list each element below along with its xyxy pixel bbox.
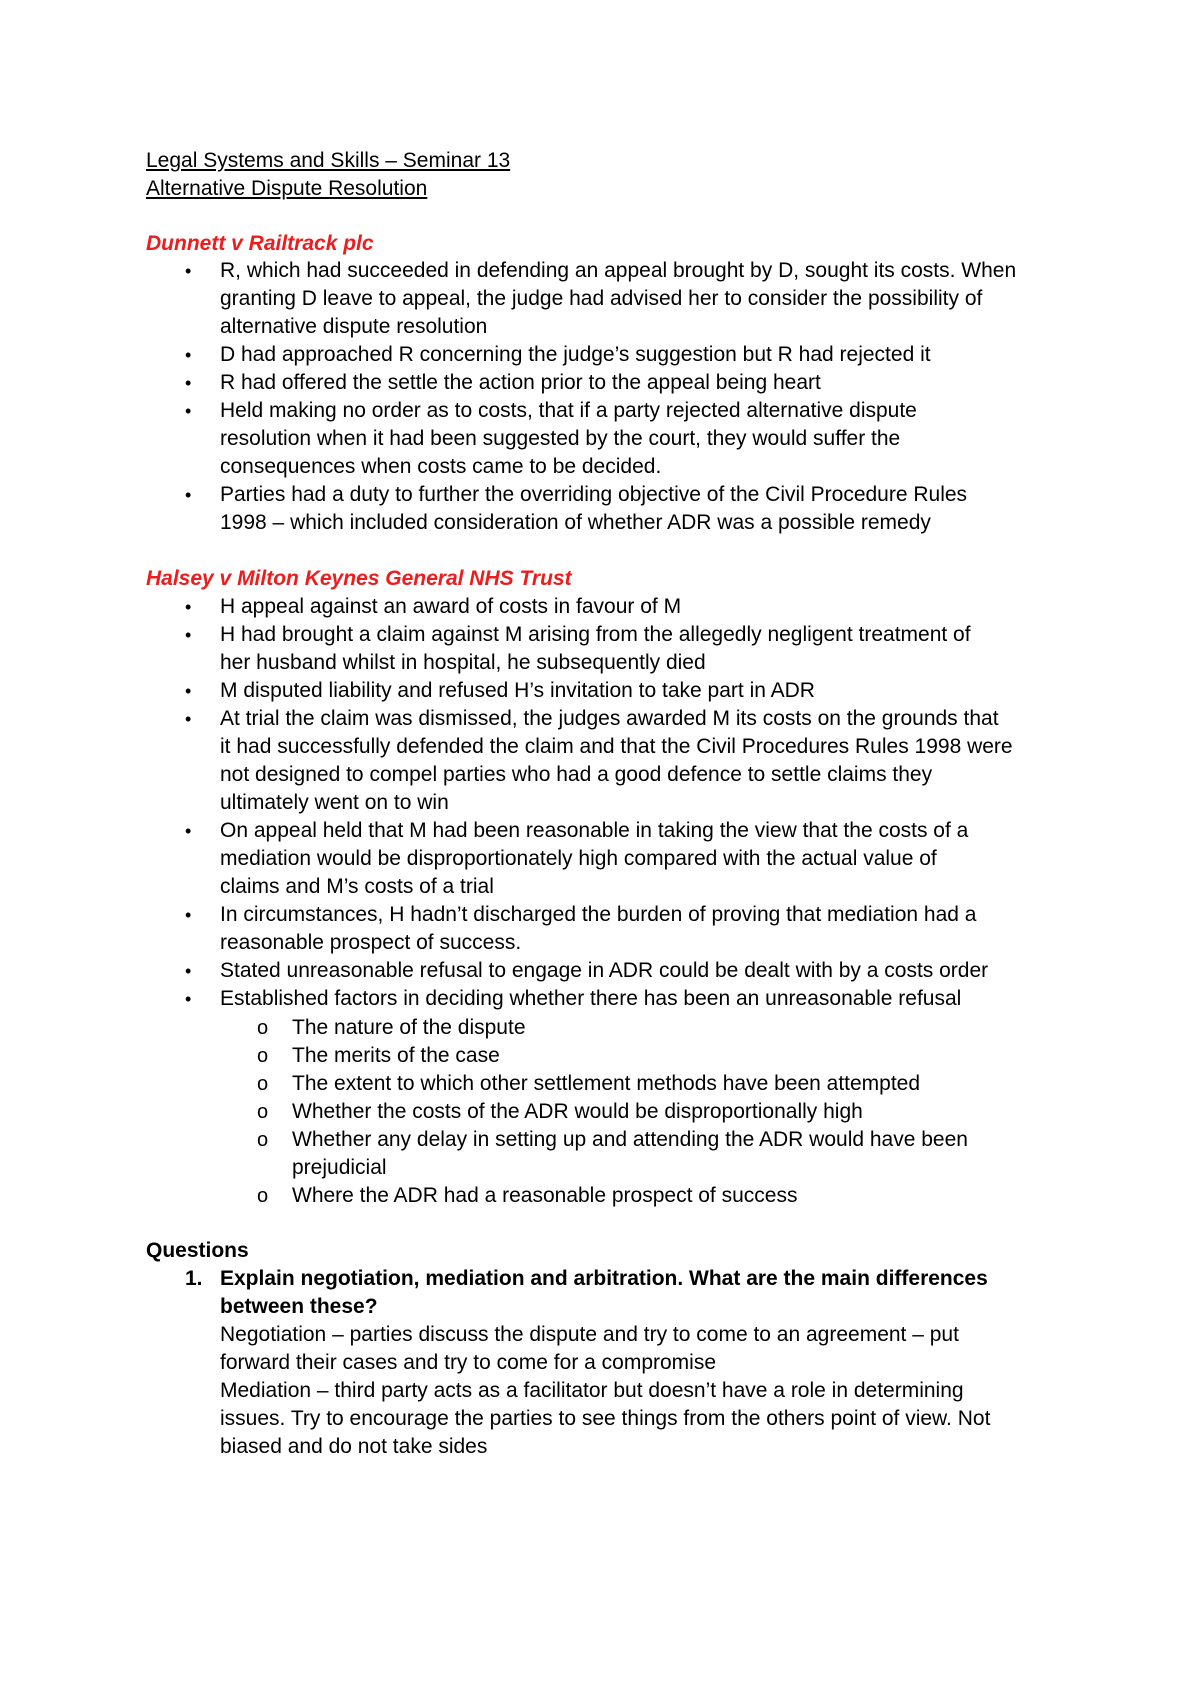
sub-bullet-marker: o [257,1045,269,1067]
case-heading-dunnett: Dunnett v Railtrack plc [146,232,374,255]
case2-line: ultimately went on to win [220,791,449,814]
case2-line: H had brought a claim against M arising from the allegedly negligent treatment of [220,623,971,646]
case1-line: D had approached R concerning the judge’s suggestion but R had rejected it [220,343,931,366]
case1-line: granting D leave to appeal, the judge had advised her to consider the possibility of [220,287,983,310]
case1-line: Parties had a duty to further the overriding objective of the Civil Procedure Rules [220,483,968,506]
case-heading-halsey: Halsey v Milton Keynes General NHS Trust [146,567,572,590]
questions-heading: Questions [146,1239,249,1262]
bullet-marker: • [185,821,192,841]
bullet-marker: • [185,989,192,1009]
factor-item: Where the ADR had a reasonable prospect of success [292,1184,798,1207]
sub-bullet-marker: o [257,1101,269,1123]
question-number: 1. [185,1267,203,1290]
bullet-marker: • [185,597,192,617]
case2-line: On appeal held that M had been reasonable in taking the view that the costs of a [220,819,969,842]
case1-line: R had offered the settle the action prior to the appeal being heart [220,371,821,394]
bullet-marker: • [185,401,192,421]
answer-line: issues. Try to encourage the parties to see things from the others point of view. Not [220,1407,991,1430]
case2-line: At trial the claim was dismissed, the judges awarded M its costs on the grounds that [220,707,999,730]
case1-line: R, which had succeeded in defending an appeal brought by D, sought its costs. When [220,259,1017,282]
document-subtitle: Alternative Dispute Resolution [146,177,428,200]
case2-line: M disputed liability and refused H’s invitation to take part in ADR [220,679,815,702]
question-text: Explain negotiation, mediation and arbitration. What are the main differences [220,1267,988,1290]
case2-line: Stated unreasonable refusal to engage in ADR could be dealt with by a costs order [220,959,989,982]
answer-line: biased and do not take sides [220,1435,488,1458]
bullet-marker: • [185,373,192,393]
bullet-marker: • [185,905,192,925]
bullet-marker: • [185,961,192,981]
case2-line: claims and M’s costs of a trial [220,875,494,898]
case2-line: reasonable prospect of success. [220,931,522,954]
factor-item: Whether any delay in setting up and attending the ADR would have been [292,1128,968,1151]
question-text: between these? [220,1295,378,1318]
case2-line: her husband whilst in hospital, he subsequently died [220,651,706,674]
case2-line: H appeal against an award of costs in favour of M [220,595,682,618]
factor-item: prejudicial [292,1156,387,1179]
factor-item: Whether the costs of the ADR would be disproportionally high [292,1100,863,1123]
factor-item: The nature of the dispute [292,1016,526,1039]
factor-item: The merits of the case [292,1044,500,1067]
bullet-marker: • [185,625,192,645]
document-title: Legal Systems and Skills – Seminar 13 [146,149,511,172]
bullet-marker: • [185,709,192,729]
case2-line: it had successfully defended the claim and that the Civil Procedures Rules 1998 were [220,735,1013,758]
case2-line: In circumstances, H hadn’t discharged the burden of proving that mediation had a [220,903,977,926]
sub-bullet-marker: o [257,1073,269,1095]
bullet-marker: • [185,485,192,505]
sub-bullet-marker: o [257,1185,269,1207]
case2-line: not designed to compel parties who had a good defence to settle claims they [220,763,933,786]
answer-line: Mediation – third party acts as a facilitator but doesn’t have a role in determining [220,1379,964,1402]
case1-line: 1998 – which included consideration of whether ADR was a possible remedy [220,511,931,534]
case1-line: consequences when costs came to be decided. [220,455,662,478]
sub-bullet-marker: o [257,1129,269,1151]
case1-line: resolution when it had been suggested by the court, they would suffer the [220,427,901,450]
bullet-marker: • [185,261,192,281]
answer-line: Negotiation – parties discuss the dispute and try to come to an agreement – put [220,1323,959,1346]
factor-item: The extent to which other settlement methods have been attempted [292,1072,921,1095]
case1-line: alternative dispute resolution [220,315,488,338]
case2-line: Established factors in deciding whether there has been an unreasonable refusal [220,987,962,1010]
case1-line: Held making no order as to costs, that if a party rejected alternative dispute [220,399,917,422]
bullet-marker: • [185,345,192,365]
bullet-marker: • [185,681,192,701]
sub-bullet-marker: o [257,1017,269,1039]
case2-line: mediation would be disproportionately high compared with the actual value of [220,847,937,870]
answer-line: forward their cases and try to come for a compromise [220,1351,717,1374]
